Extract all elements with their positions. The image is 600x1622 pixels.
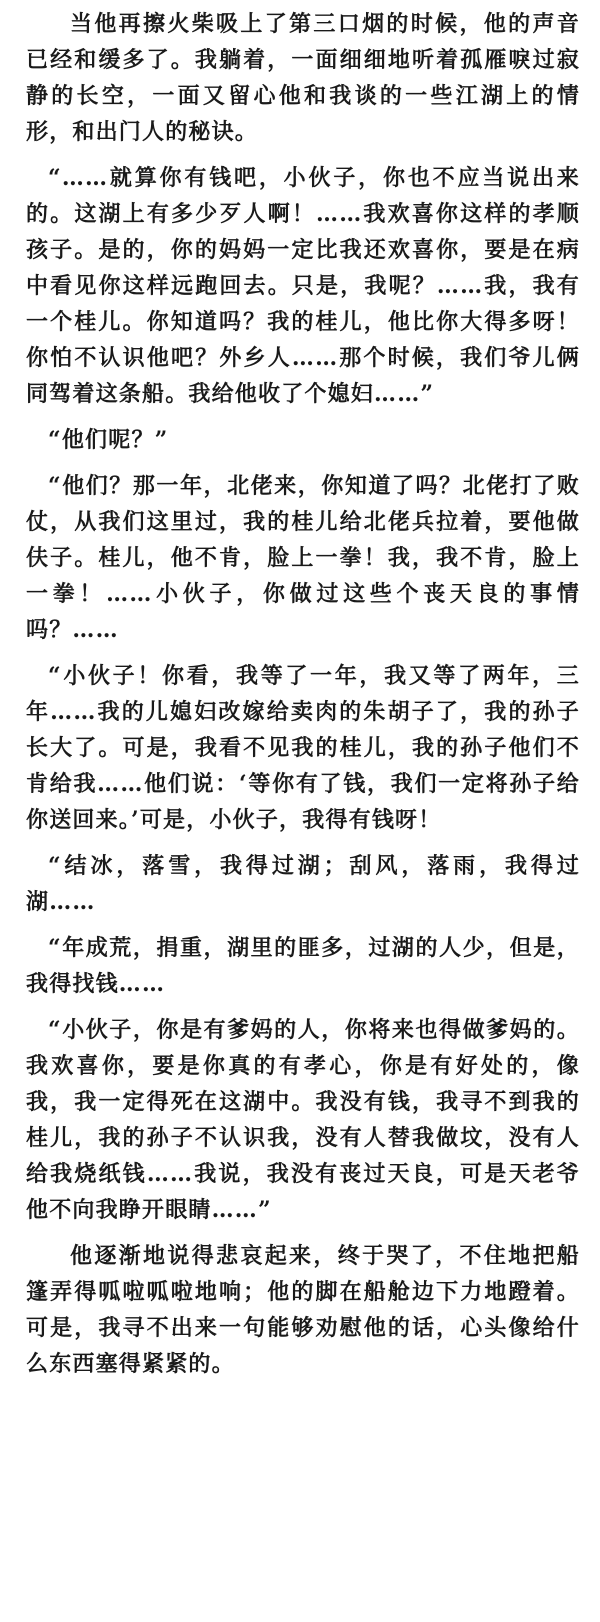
paragraph: “他们呢？” [48,427,169,453]
paragraph: “小伙子！你看，我等了一年，我又等了两年，三年……我的儿媳妇改嫁给卖肉的朱胡子了，我的孙子长大了。可是，我看不见我的桂儿，我的孙子他们不肯给我……他们说：‘等你有了钱，我们一定将孙子给你送回来。’可是，小伙子，我得有钱呀！ [26,663,580,833]
paragraph: “结冰，落雪，我得过湖；刮风，落雨，我得过湖…… [26,853,580,915]
paragraph: 他逐渐地说得悲哀起来，终于哭了，不住地把船篷弄得呱啦呱啦地响；他的脚在船舱边下力地蹬着。可是，我寻不出来一句能够劝慰他的话，心头像给什么东西塞得紧紧的。 [26,1243,580,1377]
paragraph: “……就算你有钱吧，小伙子，你也不应当说出来的。这湖上有多少歹人啊！……我欢喜你这样的孝顺孩子。是的，你的妈妈一定比我还欢喜你，要是在病中看见你这样远跑回去。只是，我呢？……我，我有一个桂儿。你知道吗？我的桂儿，他比你大得多呀！你怕不认识他吧？外乡人……那个时候，我们爷儿俩同驾着这条船。我给他收了个媳妇……” [26,165,580,407]
paragraph: “年成荒，捐重，湖里的匪多，过湖的人少，但是，我得找钱…… [26,935,580,997]
paragraph: “小伙子，你是有爹妈的人，你将来也得做爹妈的。我欢喜你，要是你真的有孝心，你是有好处的，像我，我一定得死在这湖中。我没有钱，我寻不到我的桂儿，我的孙子不认识我，没有人替我做坟，没有人给我烧纸钱……我说，我没有丧过天良，可是天老爷他不向我睁开眼睛……” [26,1017,580,1223]
paragraph: “他们？那一年，北佬来，你知道了吗？北佬打了败仗，从我们这里过，我的桂儿给北佬兵拉着，要他做伕子。桂儿，他不肯，脸上一拳！我，我不肯，脸上一拳！……小伙子，你做过这些个丧天良的事情吗？…… [26,473,580,643]
article-body [26,6,580,1382]
paragraph: 当他再擦火柴吸上了第三口烟的时候，他的声音已经和缓多了。我躺着，一面细细地听着孤雁唳过寂静的长空，一面又留心他和我谈的一些江湖上的情形，和出门人的秘诀。 [26,11,580,145]
